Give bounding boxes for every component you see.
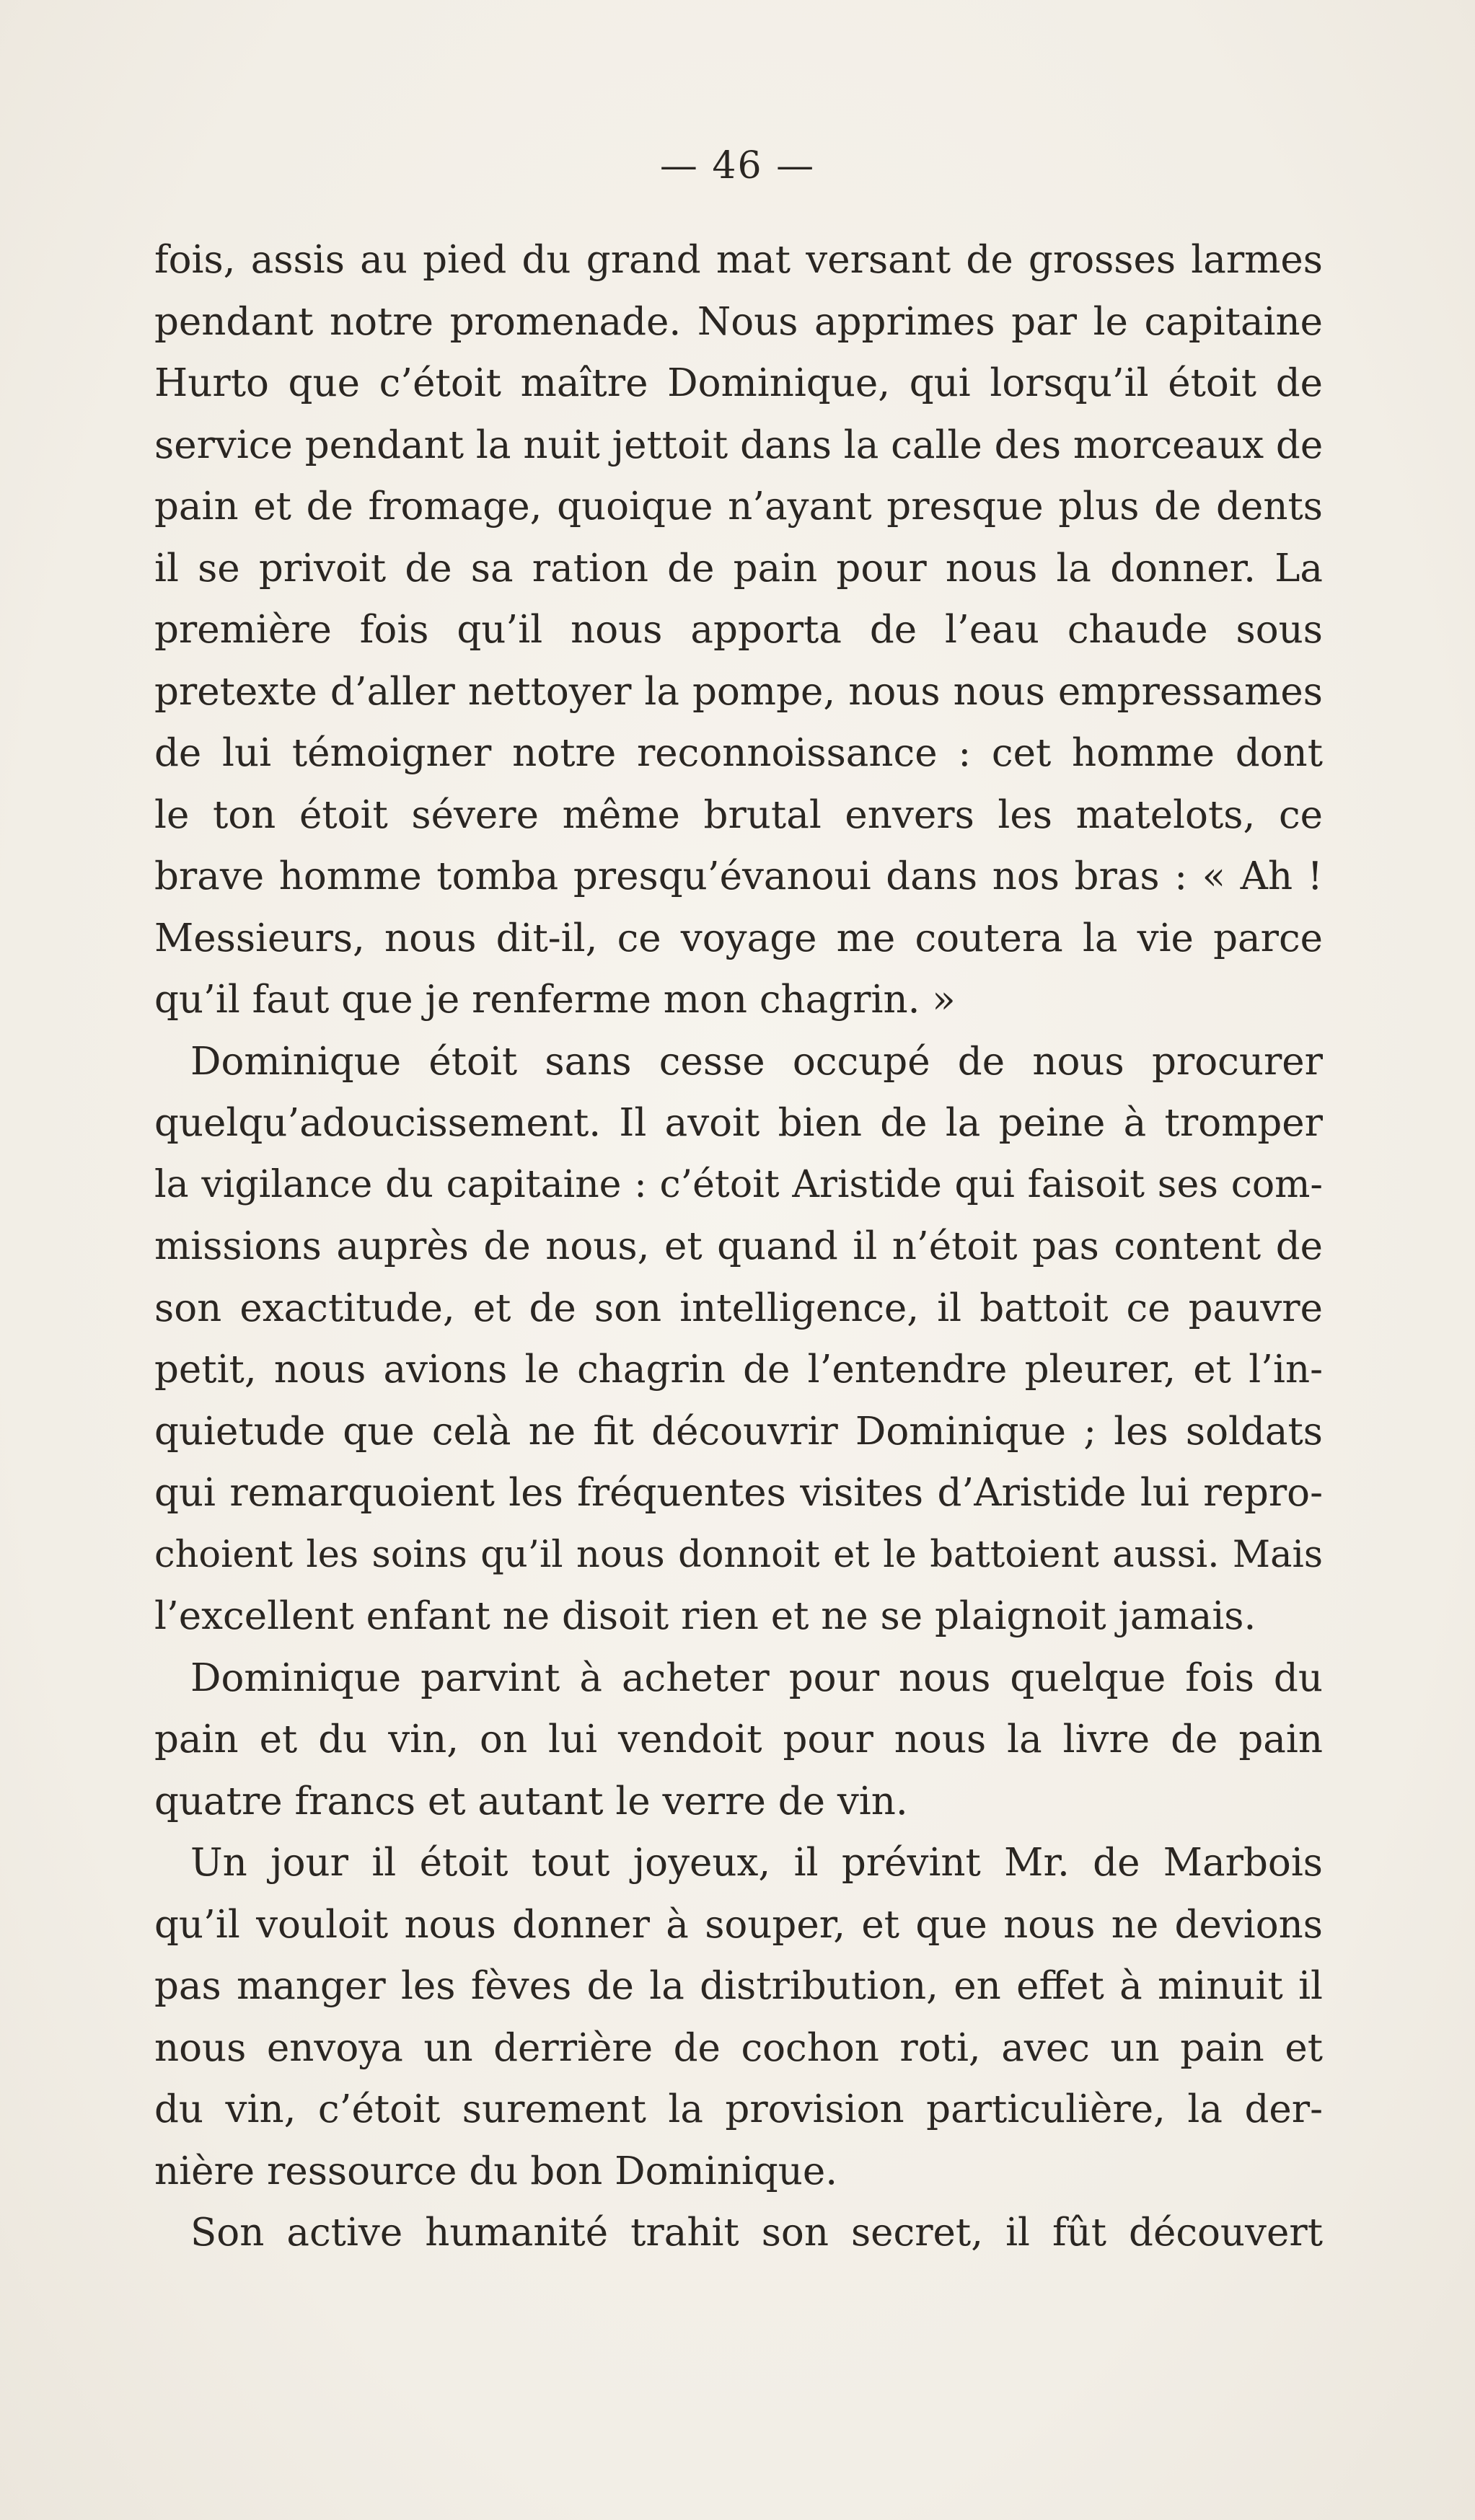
text-line: nière ressource du bon Dominique. <box>154 2149 838 2193</box>
text-line: quatre francs et autant le verre de vin. <box>154 1779 908 1823</box>
text-line: petit, nous avions le chagrin de l’entendre pleurer, et l’in- <box>154 1348 1323 1392</box>
text-line: Son active humanité trahit son secret, il fût découvert <box>190 2211 1323 2255</box>
text-line: fois, assis au pied du grand mat versant de grosses larmes <box>154 238 1323 282</box>
text-line: Dominique parvint à acheter pour nous quelque fois du <box>190 1655 1323 1700</box>
text-line: missions auprès de nous, et quand il n’étoit pas content de <box>154 1224 1323 1268</box>
text-line: l’excellent enfant ne disoit rien et ne se plaignoit jamais. <box>154 1594 1256 1638</box>
text-line: qu’il vouloit nous donner à souper, et que nous ne devions <box>154 1902 1323 1947</box>
text-line: Dominique étoit sans cesse occupé de nous procurer <box>190 1039 1323 1084</box>
text-line: choient les soins qu’il nous donnoit et le battoient aussi. Mais <box>154 1533 1323 1576</box>
text-line: pretexte d’aller nettoyer la pompe, nous nous empressames <box>154 669 1323 714</box>
text-line: son exactitude, et de son intelligence, il battoit ce pauvre <box>154 1286 1323 1330</box>
text-line: service pendant la nuit jettoit dans la calle des morceaux de <box>154 423 1323 467</box>
text-line: pain et du vin, on lui vendoit pour nous la livre de pain <box>154 1717 1323 1761</box>
text-line: du vin, c’étoit surement la provision particulière, la der- <box>154 2087 1323 2131</box>
text-line: le ton étoit sévere même brutal envers les matelots, ce <box>154 792 1323 837</box>
text-line: nous envoya un derrière de cochon roti, avec un pain et <box>154 2025 1323 2070</box>
text-line: pain et de fromage, quoique n’ayant presque plus de dents <box>154 485 1323 529</box>
text-line: Hurto que c’étoit maître Dominique, qui lorsqu’il étoit de <box>154 361 1323 405</box>
text-line: de lui témoigner notre reconnoissance : cet homme dont <box>154 731 1323 775</box>
text-line: Messieurs, nous dit-il, ce voyage me coutera la vie parce <box>154 916 1323 960</box>
text-line: la vigilance du capitaine : c’étoit Aristide qui faisoit ses com- <box>154 1162 1323 1206</box>
text-line: quelqu’adoucissement. Il avoit bien de la peine à tromper <box>154 1101 1323 1145</box>
page-number: — 46 — <box>659 144 816 187</box>
text-line: qui remarquoient les fréquentes visites d’Aristide lui repro- <box>154 1471 1323 1515</box>
text-line: pas manger les fèves de la distribution, en effet à minuit il <box>154 1964 1323 2008</box>
text-line: qu’il faut que je renferme mon chagrin. » <box>154 978 956 1022</box>
text-line: pendant notre promenade. Nous apprimes par le capitaine <box>154 299 1323 344</box>
body-text <box>154 229 1323 2264</box>
text-line: première fois qu’il nous apporta de l’eau chaude sous <box>154 608 1323 652</box>
text-line: il se privoit de sa ration de pain pour nous la donner. La <box>154 546 1323 591</box>
text-line: quietude que celà ne fit découvrir Dominique ; les soldats <box>154 1409 1323 1454</box>
text-line: Un jour il étoit tout joyeux, il prévint Mr. de Marbois <box>190 1841 1323 1885</box>
text-line: brave homme tomba presqu’évanoui dans nos bras : « Ah ! <box>154 854 1323 898</box>
